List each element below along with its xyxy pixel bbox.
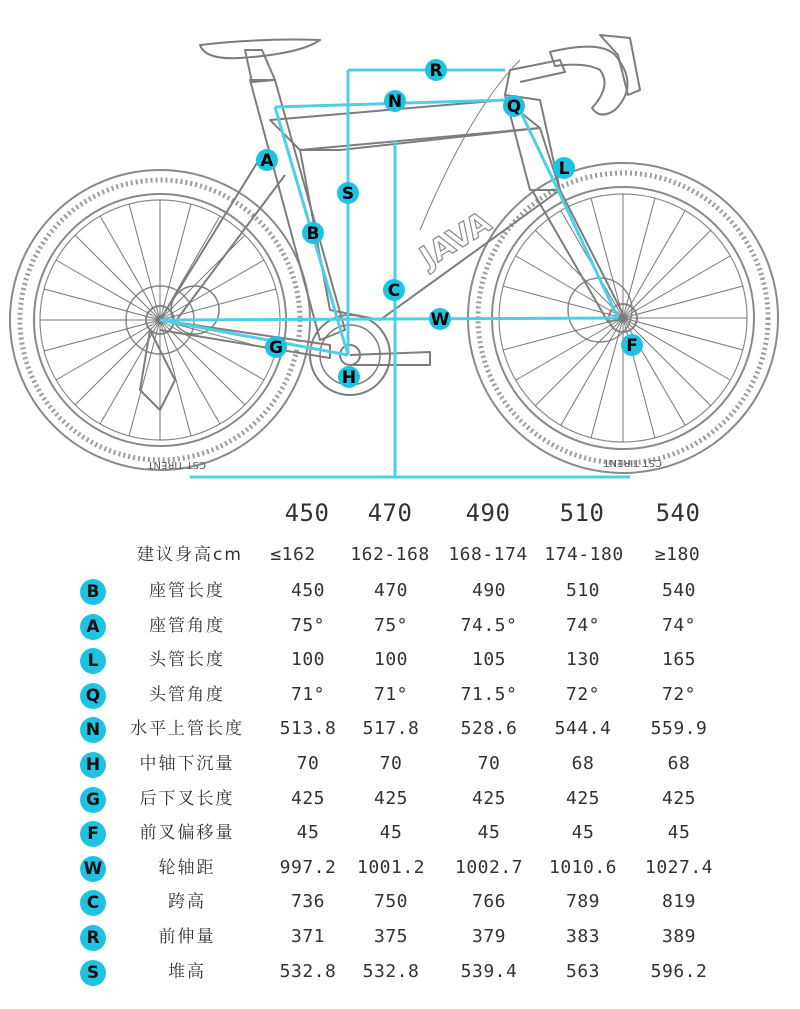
- marker-w: [429, 308, 451, 330]
- size-header: 490: [465, 499, 511, 527]
- table-cell: 375: [373, 926, 408, 947]
- table-cell: 563: [565, 960, 600, 982]
- table-cell: 470: [373, 580, 408, 601]
- table-cell: 532.8: [362, 960, 420, 982]
- row-key-badge: A: [80, 614, 106, 640]
- row-key-badge: C: [80, 890, 106, 916]
- size-header: 470: [367, 499, 413, 527]
- row-key-badge: N: [80, 717, 106, 743]
- table-cell: 45: [667, 822, 691, 844]
- table-cell: 540: [661, 580, 696, 601]
- row-key-badge: Q: [80, 683, 106, 709]
- table-row: [0, 576, 800, 606]
- brand-logo: JAVA: [413, 204, 498, 276]
- table-cell: 1027.4: [644, 856, 714, 878]
- table-cell: 425: [471, 787, 506, 809]
- table-cell: 425: [290, 787, 325, 809]
- row-key-badge: H: [80, 752, 106, 778]
- svg-text:H: H: [341, 368, 357, 388]
- table-cell: 71°: [290, 683, 325, 705]
- table-cell: 544.4: [554, 718, 612, 740]
- row-label: 头管角度: [149, 684, 225, 705]
- svg-text:W: W: [430, 310, 450, 330]
- height-cell: 174-180: [544, 544, 624, 565]
- svg-text:C: C: [387, 281, 401, 301]
- front-tire-text: CST TIRENT: [603, 457, 662, 468]
- table-cell: 45: [477, 822, 501, 844]
- row-key-badge: F: [80, 821, 106, 847]
- row-key-badge: R: [80, 925, 106, 951]
- row-key-badge: L: [80, 648, 106, 674]
- row-key-badge: G: [80, 787, 106, 813]
- size-header: 540: [655, 499, 701, 527]
- marker-q: [503, 95, 525, 117]
- rear-tire-text: CST TIRENT: [147, 459, 206, 470]
- table-cell: 389: [661, 926, 696, 947]
- table-cell: 736: [290, 891, 325, 913]
- height-cell: 162-168: [350, 544, 430, 565]
- table-cell: 789: [565, 891, 600, 913]
- table-cell: 1010.6: [548, 856, 618, 878]
- table-row: [0, 749, 800, 779]
- table-row: [0, 922, 800, 952]
- table-cell: 45: [379, 822, 403, 844]
- marker-a: [256, 149, 278, 171]
- table-cell: 70: [477, 753, 501, 774]
- row-key-badge: S: [80, 960, 106, 986]
- table-row: [0, 611, 800, 641]
- svg-text:A: A: [260, 151, 274, 171]
- bike-geometry-diagram: [0, 0, 800, 490]
- table-row: [0, 784, 800, 814]
- table-cell: 74.5°: [460, 614, 518, 636]
- table-cell: 74°: [565, 614, 600, 636]
- table-cell: 371: [290, 926, 325, 947]
- table-row: [0, 957, 800, 987]
- table-cell: 528.6: [460, 718, 518, 740]
- table-cell: 165: [661, 649, 696, 671]
- marker-b: [302, 222, 324, 244]
- table-cell: 539.4: [460, 960, 518, 982]
- table-cell: 596.2: [650, 960, 708, 982]
- svg-text:F: F: [626, 336, 638, 356]
- table-cell: 70: [379, 753, 403, 774]
- table-row: [0, 645, 800, 675]
- size-header: 450: [284, 499, 330, 527]
- svg-text:L: L: [558, 159, 570, 179]
- table-row: [0, 714, 800, 744]
- marker-r: [425, 59, 447, 81]
- row-label: 后下叉长度: [139, 788, 235, 809]
- table-cell: 490: [471, 580, 506, 601]
- marker-g: [265, 336, 287, 358]
- row-key-badge: B: [80, 579, 106, 605]
- table-cell: 425: [661, 787, 696, 809]
- svg-text:G: G: [269, 338, 283, 358]
- table-cell: 70: [296, 753, 320, 774]
- table-cell: 513.8: [279, 718, 337, 740]
- table-cell: 68: [667, 753, 691, 774]
- table-cell: 71.5°: [460, 683, 518, 705]
- svg-text:Q: Q: [506, 97, 522, 117]
- table-cell: 1001.2: [356, 856, 426, 878]
- marker-f: [621, 334, 643, 356]
- table-cell: 425: [565, 787, 600, 809]
- row-label: 跨高: [168, 892, 206, 913]
- table-row: [0, 887, 800, 917]
- row-label: 座管角度: [149, 615, 225, 636]
- marker-h: [338, 366, 360, 388]
- row-label: 前叉偏移量: [139, 823, 235, 844]
- marker-c: [383, 279, 405, 301]
- row-label: 座管长度: [149, 581, 225, 601]
- table-row: [0, 853, 800, 883]
- height-cell: ≥180: [654, 544, 701, 565]
- svg-text:R: R: [429, 61, 443, 81]
- size-header: 510: [559, 499, 605, 527]
- table-row: [0, 818, 800, 848]
- table-cell: 517.8: [362, 718, 420, 740]
- row-label: 水平上管长度: [130, 719, 244, 740]
- svg-text:N: N: [387, 92, 403, 112]
- row-label: 头管长度: [149, 650, 225, 671]
- height-cell: ≤162: [270, 544, 316, 565]
- row-key-badge: W: [80, 856, 106, 882]
- table-cell: 750: [373, 891, 408, 913]
- table-cell: 425: [373, 787, 408, 809]
- table-cell: 383: [565, 926, 600, 947]
- marker-l: [553, 157, 575, 179]
- height-row: [0, 540, 800, 570]
- table-cell: 100: [373, 649, 408, 671]
- table-cell: 997.2: [279, 856, 337, 878]
- table-cell: 532.8: [279, 960, 337, 982]
- row-label: 堆高: [168, 961, 206, 982]
- table-cell: 766: [471, 891, 506, 913]
- row-label: 中轴下沉量: [139, 754, 235, 774]
- table-cell: 1002.7: [454, 856, 524, 878]
- table-cell: 450: [290, 580, 325, 601]
- table-cell: 105: [471, 649, 506, 671]
- table-cell: 819: [661, 891, 696, 913]
- table-cell: 559.9: [650, 718, 708, 740]
- marker-s: [337, 182, 359, 204]
- svg-text:S: S: [341, 184, 355, 204]
- row-label: 轮轴距: [158, 857, 216, 878]
- height-cell: 168-174: [448, 544, 528, 565]
- row-label: 前伸量: [158, 927, 216, 947]
- svg-text:B: B: [306, 224, 320, 244]
- table-cell: 45: [571, 822, 595, 844]
- table-row: [0, 680, 800, 710]
- table-cell: 379: [471, 926, 506, 947]
- table-cell: 75°: [373, 614, 408, 636]
- table-cell: 72°: [565, 683, 600, 705]
- table-cell: 45: [296, 822, 320, 844]
- table-cell: 71°: [373, 683, 408, 705]
- table-cell: 75°: [290, 614, 325, 636]
- table-cell: 74°: [661, 614, 696, 636]
- table-cell: 68: [571, 753, 595, 774]
- table-cell: 510: [565, 580, 600, 601]
- geometry-lines: [160, 70, 630, 477]
- table-cell: 100: [290, 649, 325, 671]
- height-row-label: 建议身高cm: [137, 545, 243, 565]
- table-cell: 130: [565, 649, 600, 671]
- table-cell: 72°: [661, 683, 696, 705]
- size-header-row: [0, 498, 800, 528]
- marker-n: [384, 90, 406, 112]
